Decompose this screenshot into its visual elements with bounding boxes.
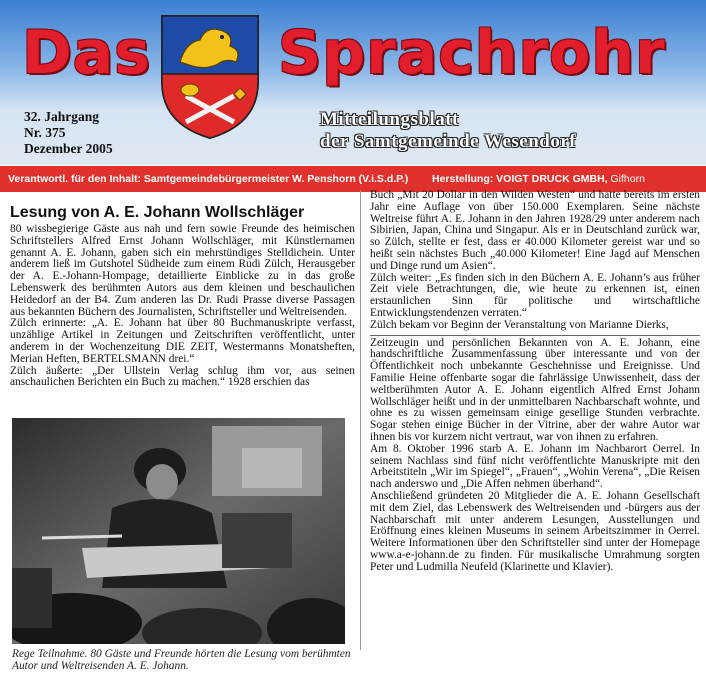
right-column-rule	[370, 335, 700, 336]
issue-volume: 32. Jahrgang	[24, 109, 100, 124]
coat-of-arms-icon	[156, 12, 264, 142]
issue-date: Dezember 2005	[24, 141, 113, 156]
photo-caption: Rege Teilnahme. 80 Gäste und Freunde hörten die Lesung vom berühmten Autor und Weltreisenden A. E. Johann.	[12, 648, 351, 672]
issue-info	[24, 109, 113, 157]
masthead-title-left: Das	[22, 18, 152, 88]
responsible-text: Verantwortl. für den Inhalt: Samtgemeindebürgermeister W. Penshorn (V.i.S.d.P.)	[8, 173, 409, 185]
printer-text	[432, 173, 645, 185]
photo-reading-event	[12, 418, 345, 644]
right-paragraph: Zülch weiter: „Es finden sich in den Büchern A. E. Johann’s aus früher Zeit viele Betrachtungen, die, wie heute zu erkennen ist, einen erstaunlichen Sinn für politische und wirtschaftliche Entwicklungstendenzen verraten.“	[370, 271, 700, 319]
left-paragraph: 80 wissbegierige Gäste aus nah und fern sowie Freunde des heimischen Schriftstellers Alfred Ernst Johann Wollschläger, mit Künstlernamen genannt A. E. Johann, gaben sich ein mehrstündiges Stelldichein. Unter anderem ließ im Gutshotel Südheide zum einem Rudi Zülch, Herausgeber der A. E.-Johann-Hompage, detaillierte Einblicke zu in das große Lebenswerk des berühmten Autors aus dem kleinen und beschaulichen Heidedorf an der B4. Zum anderen las Dr. Rudi Prasse diverse Passagen aus bekannten Büchern des Journalisten, Schriftsteller und Weltreisenden.	[10, 223, 355, 318]
printer-label: Herstellung: VOIGT DRUCK GMBH,	[432, 173, 608, 185]
right-paragraph: Am 8. Oktober 1996 starb A. E. Johann im Nachbarort Oerrel. In seinem Nachlass sind fünf nicht veröffentlichte Manuskripte mit den Arbeitstiteln „Wir im Spiegel“, „Frauen“, „Wohin Verena“, „Die Reisen nach anderswo und „Die Affen nehmen überhand“.	[370, 442, 700, 491]
masthead-subtitle	[320, 109, 576, 153]
masthead-title-right: Sprachrohr	[278, 18, 666, 88]
column-divider	[360, 190, 361, 650]
right-paragraph: Zülch bekam vor Beginn der Veranstaltung von Marianne Dierks,	[370, 318, 669, 331]
right-paragraph: Zeitzeugin und persönlichen Bekannten von A. E. Johann, eine handschriftliche Zusammenfassung über interessante und von der Öffentlichkeit noch unbekannte Geschehnisse und Ereignisse. Und Familie Heine offenbarte sogar die fahrlässige Unwissenheit, dass der weltberühmten Autor A. E. Johann eigentlich Alfred Ernst Johann Wollschläger heißt und in der unmittelbaren Nachbarschaft wohnte, und ohne es zu wissen gemeinsam einige gesellige Stunden verbrachte. Sogar stehen einige Bücher in der Vitrine, aber der wahre Autor war ihnen bis vor kurzem nicht vertraut, war von ihnen zu erfahren.	[370, 336, 700, 443]
left-paragraph: Zülch äußerte: „Der Ullstein Verlag schlug ihm vor, aus seinen anschaulichen Berichten ein Buch zu machen.“ 1928 erschien das	[10, 364, 355, 389]
subtitle-line1: Mitteilungsblatt	[320, 109, 459, 130]
article-left-column	[10, 224, 355, 389]
masthead	[0, 0, 706, 165]
article-right-column	[370, 190, 700, 574]
article-title: Lesung von A. E. Johann Wollschläger	[10, 204, 305, 221]
right-paragraph: Anschließend gründeten 20 Mitglieder die A. E. Johann Gesellschaft mit dem Ziel, das Lebenswerk des Weltreisenden und -bürgers aus der Nachbarschaft mit unter anderem Lesungen, Ausstellungen und Eröffnung eines kleinen Museums in seinem Arbeitszimmer in Oerrel. Weitere Informationen über den Schriftsteller sind unter der Homepage www.a-e-johann.de zu finden. Für musikalische Umrahmung sorgten Peter und Ludmilla Neufeld (Klarinette und Klavier).	[370, 489, 700, 573]
printer-city: Gifhorn	[610, 173, 645, 185]
subtitle-line2: der Samtgemeinde Wesendorf	[320, 131, 577, 152]
left-paragraph: Zülch erinnerte: „A. E. Johann hat über 80 Buchmanuskripte verfasst, unzählige Artikel in Zeitungen und Zeitschriften veröffentlicht, unter anderem in der Wochenzeitung DIE ZEIT, Westermanns Monatsheften, Merian Heften, BERTELSMANN drei.“	[10, 317, 355, 365]
right-paragraph: Buch „Mit 20 Dollar in den Wilden Westen“ und hatte bereits im ersten Jahr eine Auflage von über 150.000 Exemplaren. Seine nächste Weltreise führt A. E. Johann in den Jahren 1928/29 unter anderem nach Sibirien, Japan, China und Singapur. Als er in Deutschland zurück war, so Zülch, stellte er fest, dass er 40.000 Kilometer gereist war und so heißt sein nächstes Buch „40.000 Kilometer! Eine Jagd auf Menschen und Dinge rund um Asien“.	[370, 189, 700, 272]
issue-number: Nr. 375	[24, 125, 66, 140]
